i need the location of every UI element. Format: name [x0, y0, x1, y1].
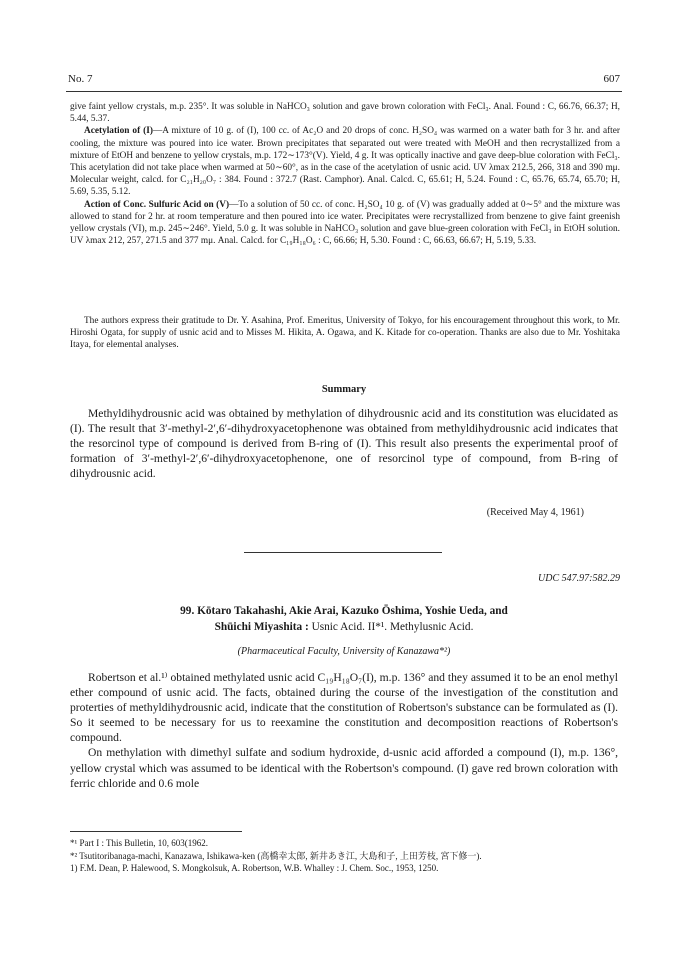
footnote-2: *² Tsutitoribanaga-machi, Kanazawa, Ishikawa-ken (高橋幸太郎, 新井あき江, 大島和子, 上田芳枝, 宮下修一). [70, 850, 482, 861]
prev-article-experimental [70, 101, 620, 247]
article-paragraph-2: On methylation with dimethyl sulfate and sodium hydroxide, d-usnic acid afforded a compound (I), m.p. 136°, yellow crystal which was assumed to be identical with the Robertson's compound. (I) gave red brown coloration with ferric chloride and 0.6 mole [70, 746, 618, 790]
summary-heading: Summary [321, 384, 367, 395]
prev-paragraph-1: give faint yellow crystals, m.p. 235°. It was soluble in NaHCO₃ solution and gave brown coloration with FeCl₃. Anal. Found : C, 66.76, 66.37; H, 5.44, 5.37. [70, 102, 620, 125]
authors-line-2 [0, 619, 688, 635]
footnotes [70, 837, 620, 875]
page-number: 607 [603, 73, 620, 85]
article-subtitle: Usnic Acid. II*¹. Methylusnic Acid. [308, 621, 474, 633]
running-header [68, 73, 620, 85]
received-date: (Received May 4, 1961) [486, 507, 584, 518]
sulfuric-paragraph [70, 199, 620, 248]
header-rule [66, 91, 622, 92]
footnote-1: *¹ Part I : This Bulletin, 10, 603(1962. [70, 838, 209, 848]
acknowledgement: The authors express their gratitude to Dr. Y. Asahina, Prof. Emeritus, University of Tokyo, for his encouragement throughout this work, to Mr. Hiroshi Ogata, for supply of usnic acid and to Misses M. Hikita, A. Ogawa, and K. Kitade for co-operation. Thanks are also due to Mr. Yoshitaka Itaya, for elemental analyses. [70, 316, 620, 351]
summary-text: Methyldihydrousnic acid was obtained by methylation of dihydrousnic acid and its constitution was elucidated as (I). The result that 3′-methyl-2′,6′-dihydroxyacetophenone was obtained from methyldihydrousnic acid indicates that the resorcinol type of compound is derived from B-ring of (I). This result also presents the experimental proof of formation of 3′-methyl-2′,6′-dihydroxyacetophenone, one of resorcinol type of compound, from B-ring of dihydrousnic acid. [70, 407, 618, 481]
affiliation: (Pharmaceutical Faculty, University of Kanazawa*²) [237, 646, 451, 657]
acetylation-paragraph [70, 125, 620, 198]
acknowledgement-block [70, 315, 620, 352]
footnote-rule [70, 831, 242, 832]
footnote-3: 1) F.M. Dean, P. Halewood, S. Mongkolsuk, A. Robertson, W.B. Whalley : J. Chem. Soc., 1953, 1250. [70, 863, 439, 874]
acetylation-heading: Acetylation of (I) [84, 126, 153, 137]
article-paragraph-1: Robertson et al.¹⁾ obtained methylated usnic acid C₁₉H₁₈O₇(I), m.p. 136° and they assumed it to be an enol methyl ether compound of usnic acid. The facts, obtained during the course of the investigation of the constitution and proterties of methyldihydrousnic acid, indicate that the constitution of Robertson's substance can be formulated as (I). So it seemed to be necessary for us to reexamine the constitution and decomposition reactions of Robertson's compound. [70, 671, 618, 745]
authors-line-2-names: Shūichi Miyashita : [214, 621, 309, 633]
summary-body [70, 406, 618, 481]
sulfuric-heading: Action of Conc. Sulfuric Acid on (V) [84, 199, 230, 210]
issue-number: No. 7 [68, 73, 93, 85]
sulfuric-text: —To a solution of 50 cc. of conc. H₂SO₄ 10 g. of (V) was gradually added at 0∼5° and the mixture was allowed to stand for 2 hr. at room temperature and then poured into ice water. Precipitates were recrystallized from benzene to give faint greenish yellow crystals (VI), m.p. 245∼246°. Yield, 5.0 g. It was soluble in NaHCO₃ solution and gave blue-green coloration with FeCl₃ in EtOH solution. UV λmax 212, 257, 271.5 and 377 mμ. Anal. Calcd. for C₁₉H₁₈O₆ : C, 66.66; H, 5.30. Found : C, 66.63, 66.67; H, 5.19, 5.33. [70, 199, 620, 247]
acetylation-text: —A mixture of 10 g. of (I), 100 cc. of Ac₂O and 20 drops of conc. H₂SO₄ was warmed on a water bath for 3 hr. and after cooling, the mixture was poured into ice water. Brown precipitates that separated out were treated with MeOH and then recrystallized from a mixture of EtOH and benzene to yellow crystals, m.p. 172∼173°(V). Yield, 4 g. It was optically inactive and gave deep-blue coloration with FeCl₃. This acetylation did not take place when warmed at 50∼60°, as in the case of the acetylation of usnic acid. UV λmax 212.5, 266, 318 and 390 mμ. Molecular weight, calcd. for C₂₁H₂₀O₇ : 384. Found : 372.7 (Rast. Camphor). Anal. Calcd. C, 65.61; H, 5.24. Found : C, 65.76, 65.74, 65.70; H, 5.69, 5.35, 5.12. [70, 126, 620, 198]
authors-line-1: 99. Kōtaro Takahashi, Akie Arai, Kazuko Ōshima, Yoshie Ueda, and [180, 605, 508, 617]
udc-code: UDC 547.97:582.29 [538, 573, 620, 584]
article-separator [244, 552, 442, 553]
article-body [70, 670, 618, 791]
article-title [0, 603, 688, 635]
